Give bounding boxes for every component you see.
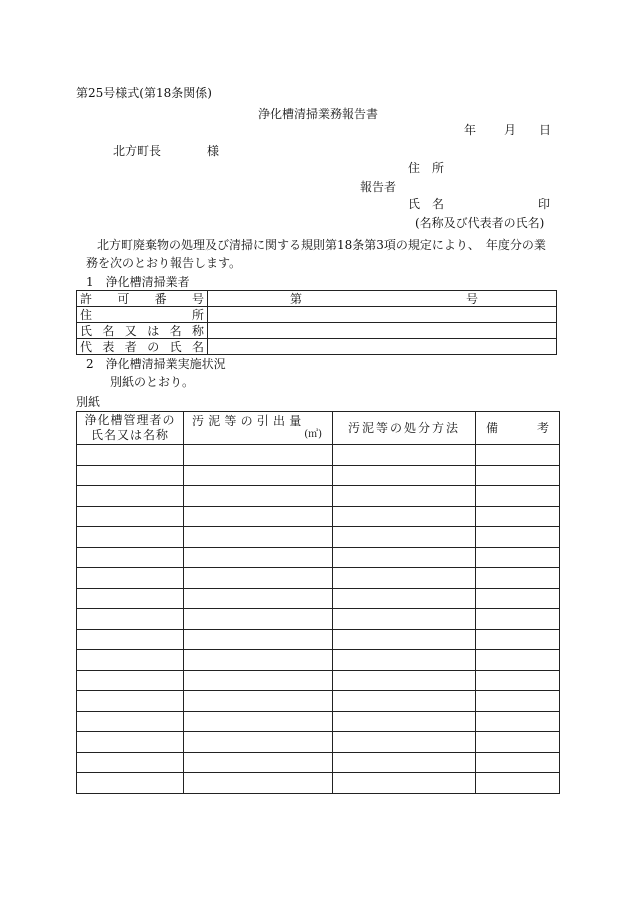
body-text-line1: 北方町廃棄物の処理及び清掃に関する規則第18条第3項の規定により、 年度分の業: [97, 238, 546, 252]
table-cell: [77, 732, 184, 753]
table-row: [77, 307, 557, 323]
table-row: [77, 588, 560, 609]
table-cell: [476, 752, 560, 773]
table-cell: [476, 691, 560, 712]
table-cell: [77, 465, 184, 486]
header-manager-line1: 浄化槽管理者の: [84, 413, 176, 427]
table-cell: [476, 650, 560, 671]
table-row: [77, 732, 560, 753]
attachment-label: 別紙: [76, 395, 101, 409]
table-cell: [333, 588, 476, 609]
table-cell: [184, 465, 333, 486]
table-row: [77, 547, 560, 568]
contractor-table: [76, 290, 557, 355]
table-row: [77, 339, 557, 355]
reporter-note: (名称及び代表者の氏名): [415, 216, 545, 230]
representative-cell: [208, 339, 557, 355]
date-day-label: 日: [539, 123, 552, 137]
table-cell: [476, 629, 560, 650]
permit-number-label: 許可番号: [80, 291, 204, 306]
table-cell: [184, 773, 333, 794]
table-cell: [333, 465, 476, 486]
label-cell: [77, 307, 208, 323]
table-row: [77, 629, 560, 650]
table-cell: [184, 732, 333, 753]
permit-number-cell: [208, 291, 557, 307]
address-label: 住所: [80, 307, 204, 322]
table-row: [77, 486, 560, 507]
table-cell: [476, 670, 560, 691]
table-cell: [184, 752, 333, 773]
table-cell: [476, 773, 560, 794]
table-row: [77, 670, 560, 691]
table-row: [77, 773, 560, 794]
table-row: [77, 506, 560, 527]
table-cell: [476, 547, 560, 568]
table-cell: [476, 506, 560, 527]
header-disposal-method: 汚泥等の処分方法: [333, 412, 476, 445]
table-cell: [333, 711, 476, 732]
table-cell: [184, 445, 333, 466]
permit-suffix: 号: [466, 292, 479, 306]
table-header-row: [77, 412, 560, 445]
table-cell: [476, 711, 560, 732]
table-cell: [476, 465, 560, 486]
form-label: 第25号様式(第18条関係): [76, 86, 212, 100]
table-cell: [476, 568, 560, 589]
table-cell: [184, 486, 333, 507]
table-cell: [77, 773, 184, 794]
table-cell: [333, 568, 476, 589]
addressee-honorific: 様: [207, 144, 220, 158]
table-row: [77, 609, 560, 630]
table-cell: [476, 445, 560, 466]
table-cell: [77, 445, 184, 466]
table-cell: [77, 670, 184, 691]
reporter-name-label: 氏 名: [408, 197, 445, 211]
table-cell: [476, 486, 560, 507]
representative-label: 代表者の氏名: [80, 339, 204, 354]
table-cell: [333, 609, 476, 630]
table-cell: [333, 670, 476, 691]
table-cell: [184, 670, 333, 691]
table-cell: [184, 527, 333, 548]
name-cell: [208, 323, 557, 339]
table-cell: [77, 547, 184, 568]
section1-heading: 1 浄化槽清掃業者: [86, 275, 190, 289]
document-title: 浄化槽清掃業務報告書: [258, 107, 379, 121]
table-cell: [77, 629, 184, 650]
label-cell: [77, 323, 208, 339]
table-cell: [77, 506, 184, 527]
table-cell: [184, 650, 333, 671]
table-row: [77, 445, 560, 466]
header-manager-line2: 氏名又は名称: [90, 428, 169, 442]
table-cell: [77, 691, 184, 712]
table-cell: [77, 609, 184, 630]
table-cell: [333, 773, 476, 794]
table-cell: [77, 568, 184, 589]
table-cell: [333, 527, 476, 548]
table-cell: [333, 445, 476, 466]
table-cell: [333, 506, 476, 527]
table-cell: [333, 547, 476, 568]
table-cell: [184, 711, 333, 732]
table-row: [77, 650, 560, 671]
label-cell: [77, 291, 208, 307]
header-remarks-b: 考: [536, 421, 549, 435]
label-cell: [77, 339, 208, 355]
table-row: [77, 323, 557, 339]
table-row: [77, 691, 560, 712]
table-row: [77, 568, 560, 589]
table-cell: [77, 650, 184, 671]
header-manager: [77, 412, 184, 445]
table-row: [77, 291, 557, 307]
table-cell: [77, 486, 184, 507]
header-sludge-amount: [184, 412, 333, 445]
table-row: [77, 711, 560, 732]
section2-note: 別紙のとおり。: [110, 375, 195, 389]
permit-prefix: 第: [290, 292, 303, 306]
table-cell: [77, 527, 184, 548]
table-cell: [77, 711, 184, 732]
table-cell: [333, 752, 476, 773]
table-cell: [77, 752, 184, 773]
table-cell: [77, 588, 184, 609]
name-label: 氏名又は名称: [80, 323, 204, 338]
attachment-table: [76, 411, 560, 794]
table-cell: [333, 486, 476, 507]
address-cell: [208, 307, 557, 323]
table-cell: [184, 629, 333, 650]
table-cell: [476, 588, 560, 609]
table-cell: [184, 609, 333, 630]
addressee-name: 北方町長: [113, 144, 162, 158]
header-sludge-unit: (㎥): [304, 429, 322, 440]
table-cell: [333, 650, 476, 671]
table-cell: [333, 732, 476, 753]
table-cell: [184, 547, 333, 568]
reporter-label: 報告者: [360, 180, 397, 194]
date-year-label: 年: [464, 123, 477, 137]
reporter-address-label: 住 所: [408, 161, 445, 175]
table-cell: [333, 629, 476, 650]
section2-heading: 2 浄化槽清掃業実施状況: [86, 357, 226, 371]
table-row: [77, 465, 560, 486]
date-month-label: 月: [504, 123, 517, 137]
table-cell: [184, 506, 333, 527]
body-text-line2: 務を次のとおり報告します。: [86, 256, 242, 270]
header-remarks-a: 備: [486, 421, 499, 435]
table-row: [77, 752, 560, 773]
table-cell: [184, 588, 333, 609]
table-cell: [476, 732, 560, 753]
header-sludge-amount-label: 汚泥等の引出量: [192, 414, 306, 428]
header-remarks: [476, 412, 560, 445]
table-cell: [476, 527, 560, 548]
table-cell: [184, 568, 333, 589]
table-cell: [184, 691, 333, 712]
table-row: [77, 527, 560, 548]
table-cell: [333, 691, 476, 712]
seal-mark: 印: [538, 197, 551, 211]
table-cell: [476, 609, 560, 630]
